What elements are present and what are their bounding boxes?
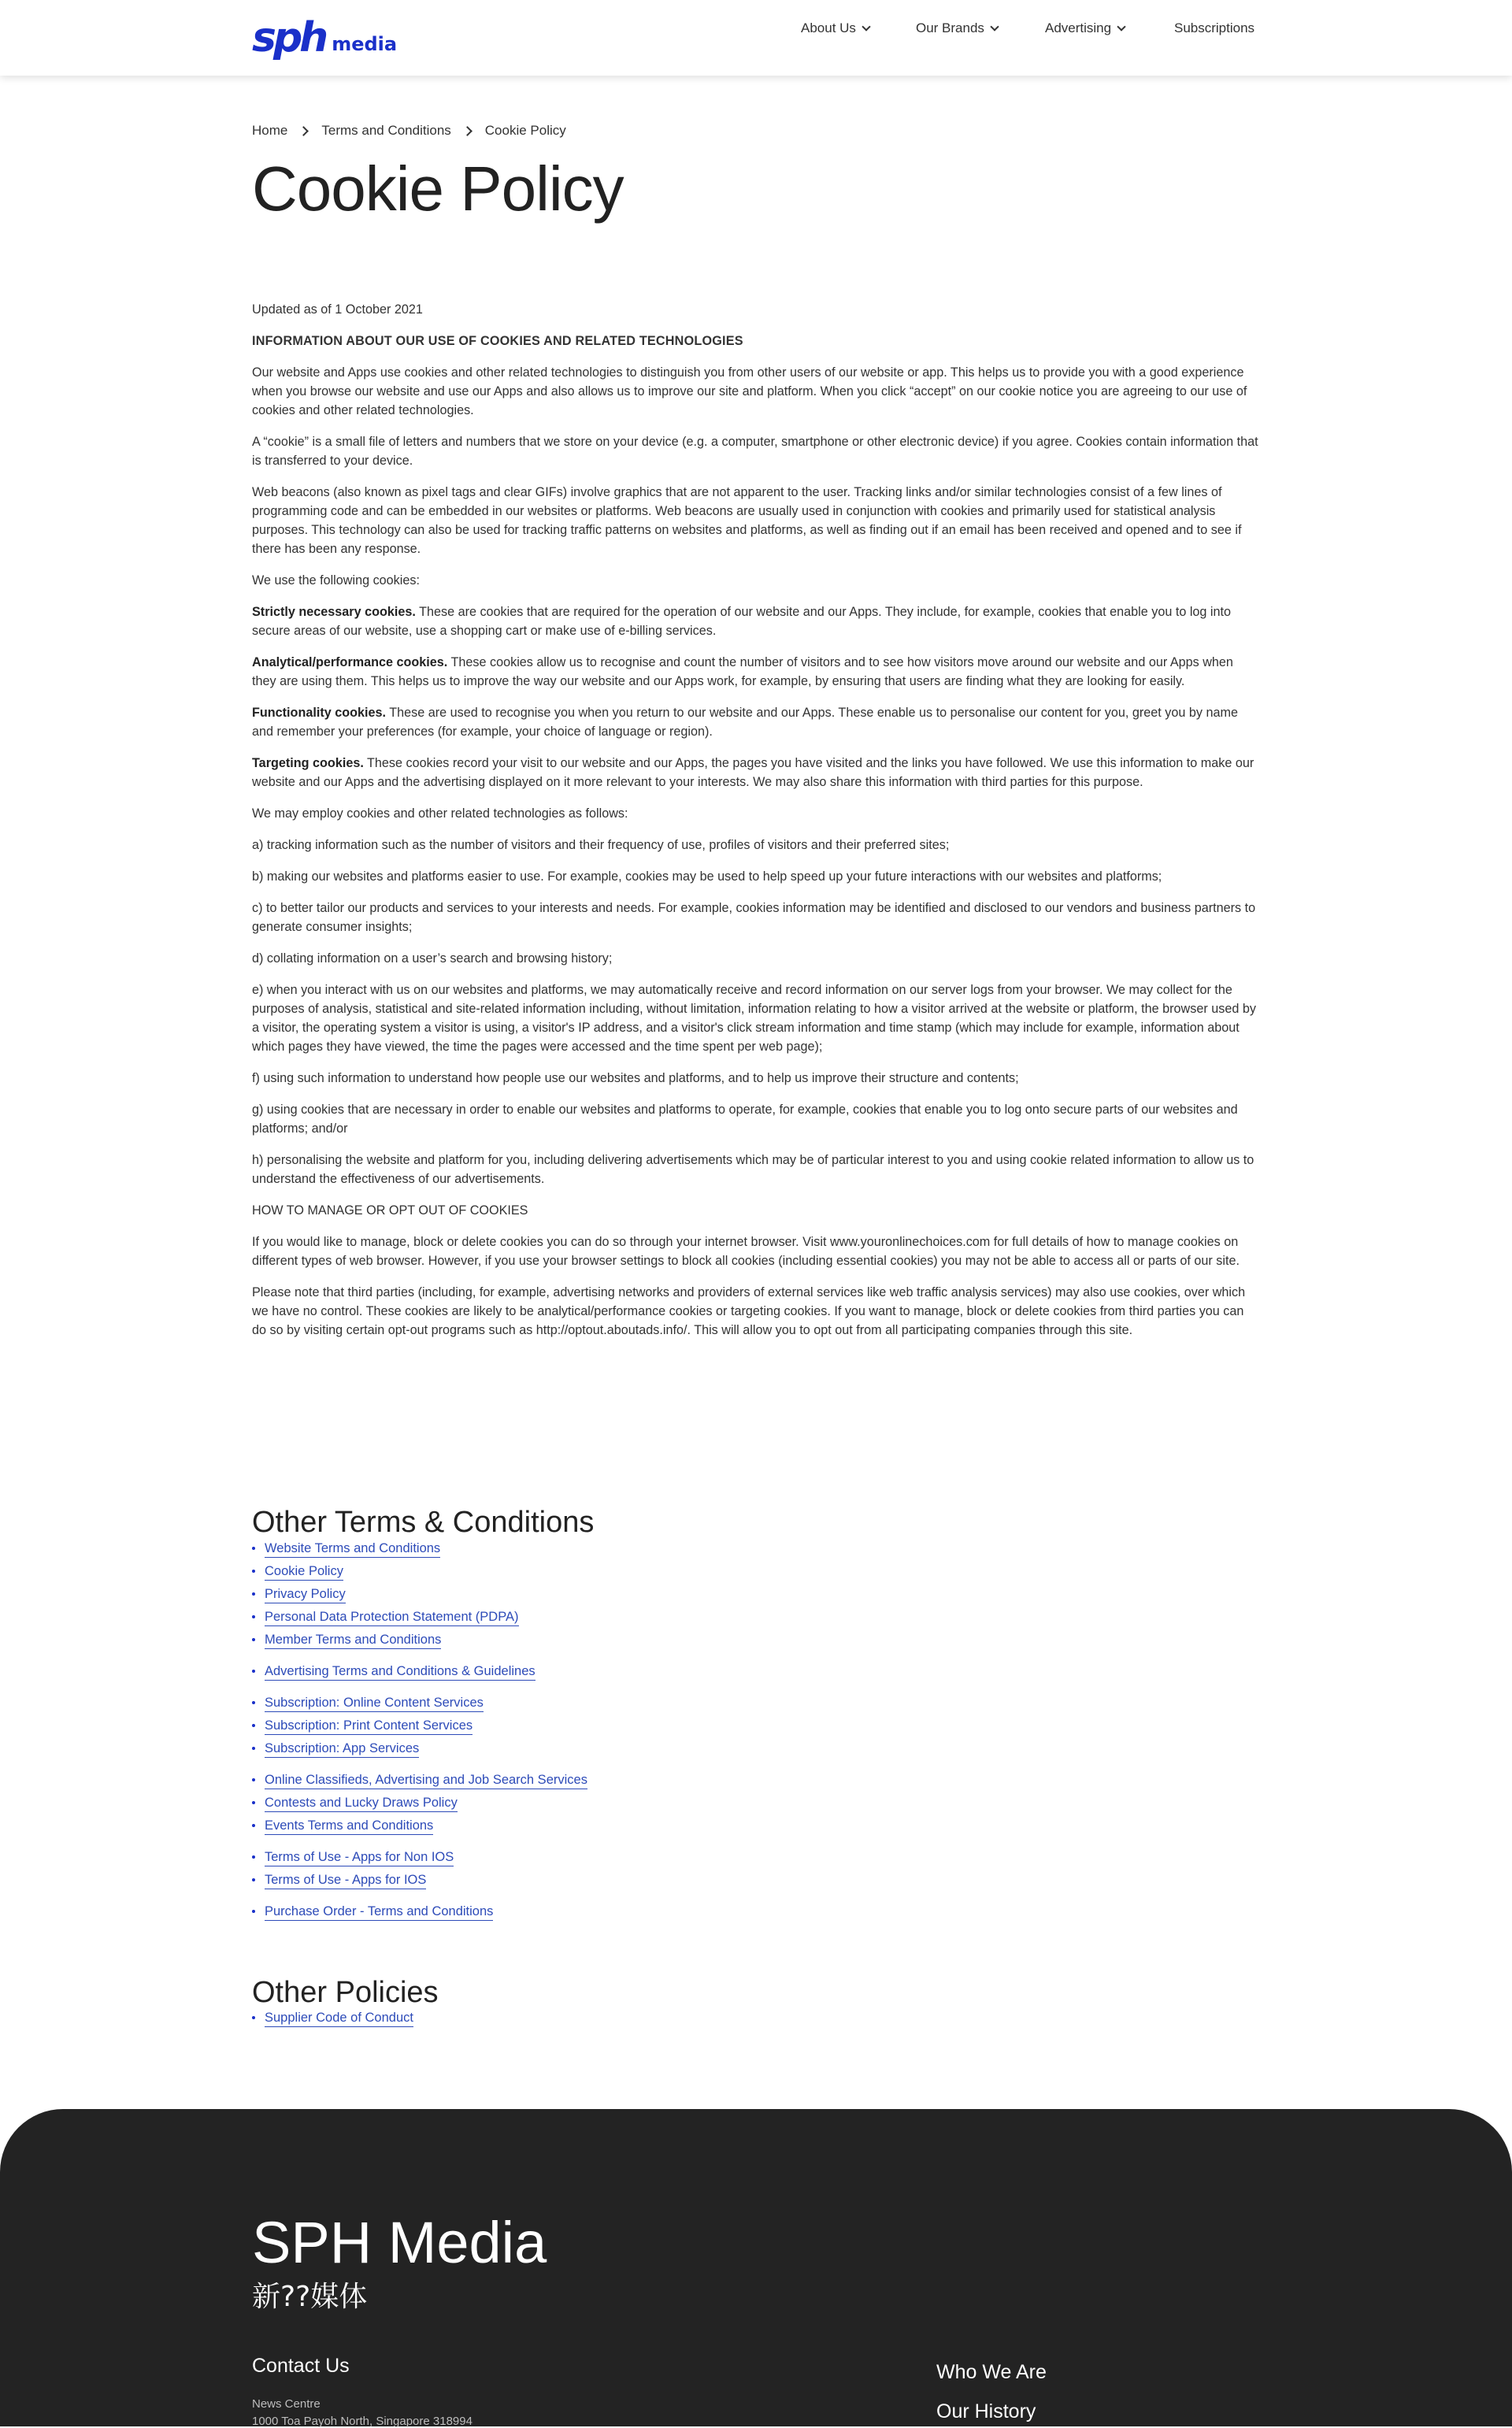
cookie-type-name: Targeting cookies. <box>252 756 364 770</box>
section-heading: INFORMATION ABOUT OUR USE OF COOKIES AND RELATED TECHNOLOGIES <box>252 334 743 348</box>
nav-item-about-us[interactable] <box>801 20 869 36</box>
list-item <box>252 1716 1260 1739</box>
usage-item-g: g) using cookies that are necessary in order to enable our websites and platforms to operate, for example, cookies that enable you to log onto secure parts of our websites and platforms; and/or <box>252 1103 1238 1136</box>
cookie-type-name: Strictly necessary cookies. <box>252 605 416 619</box>
footer-address-line: News Centre <box>252 2397 321 2411</box>
paragraph: We use the following cookies: <box>252 573 420 588</box>
cookie-type-functionality <box>252 703 1260 741</box>
paragraph: Web beacons (also known as pixel tags and clear GIFs) involve graphics that are not apparent to the user. Tracking links and/or similar technologies consist of a few lines of programming code and can be embedded in our websites or platforms. Web beacons are usually used in conjunction with cookies and primarily used for statistical analysis purposes. This technology can also be used for tracking traffic patterns on websites and platforms, as well as finding out if an email has been received and opened and to see if there has been any response. <box>252 485 1242 556</box>
chevron-down-icon <box>1117 22 1125 31</box>
paragraph: If you would like to manage, block or delete cookies you can do so through your internet browser. Visit www.youronlinechoices.com for full details of how to manage cookies on different types of web browser. However, if you use your browser settings to block all cookies (including essential cookies) you may not be able to access all or parts of our site. <box>252 1235 1240 1268</box>
paragraph: Our website and Apps use cookies and other related technologies to distinguish you from other users of our website or app. This helps us to provide you with a good experience when you browse our website and use our Apps and also allows us to improve our site and platform. When you click “accept” on our cookie notice you are agreeing to our use of cookies and other related technologies. <box>252 365 1247 417</box>
other-terms-title: Other Terms & Conditions <box>252 1506 595 1539</box>
usage-item-h: h) personalising the website and platform for you, including delivering advertisements which may be of particular interest to you and using cookie related information to allow us to understand the effectiveness of our advertisements. <box>252 1153 1254 1186</box>
terms-link[interactable]: Purchase Order - Terms and Conditions <box>265 1904 493 1921</box>
footer-link-who-we-are[interactable]: Who We Are <box>936 2361 1047 2383</box>
policy-link[interactable]: Supplier Code of Conduct <box>265 2011 413 2027</box>
nav-label: About Us <box>801 20 856 35</box>
cookie-type-analytical <box>252 653 1260 691</box>
list-item <box>252 1902 1260 1925</box>
terms-link[interactable]: Subscription: Print Content Services <box>265 1718 472 1735</box>
sph-media-logo[interactable] <box>252 16 397 60</box>
manage-cookies-heading: HOW TO MANAGE OR OPT OUT OF COOKIES <box>252 1203 528 1218</box>
breadcrumb-home[interactable]: Home <box>252 123 288 138</box>
list-item <box>252 1848 1260 1870</box>
chevron-down-icon <box>862 22 870 31</box>
other-policies-list <box>252 2008 1260 2031</box>
list-item <box>252 2008 1260 2031</box>
terms-link[interactable]: Advertising Terms and Conditions & Guidelines <box>265 1664 536 1681</box>
terms-link[interactable]: Subscription: Online Content Services <box>265 1696 484 1712</box>
list-item <box>252 1770 1260 1793</box>
site-footer <box>0 2109 1512 2426</box>
terms-link[interactable]: Contests and Lucky Draws Policy <box>265 1796 458 1812</box>
list-item <box>252 1739 1260 1762</box>
footer-link-our-history[interactable]: Our History <box>936 2400 1036 2422</box>
footer-address-line: 1000 Toa Payoh North, Singapore 318994 <box>252 2415 472 2428</box>
nav-item-our-brands[interactable] <box>916 20 998 36</box>
list-item <box>252 1693 1260 1716</box>
list-item <box>252 1870 1260 1893</box>
terms-link[interactable]: Cookie Policy <box>265 1564 343 1581</box>
cookie-type-text: These cookies allow us to recognise and count the number of visitors and to see how visitors move around our website and our Apps when they are using them. This helps us to improve the way our website and our Apps work, for example, by ensuring that users are finding what they are looking for easily. <box>252 655 1233 688</box>
nav-label: Subscriptions <box>1174 20 1255 35</box>
other-terms-list <box>252 1539 1260 1925</box>
other-policies-section <box>252 1975 1260 2031</box>
other-policies-title: Other Policies <box>252 1976 439 2009</box>
chevron-down-icon <box>990 22 999 31</box>
list-item <box>252 1630 1260 1653</box>
nav-label: Advertising <box>1045 20 1112 35</box>
terms-link[interactable]: Privacy Policy <box>265 1587 346 1603</box>
logo-wordmark: media <box>332 33 398 55</box>
list-item <box>252 1662 1260 1685</box>
other-terms-section <box>252 1505 1260 1925</box>
list-item <box>252 1539 1260 1562</box>
cookie-type-text: These are cookies that are required for the operation of our website and our Apps. They include, for example, cookies that enable you to log into secure areas of our website, use a shopping cart or make use of e-billing services. <box>252 605 1232 638</box>
cookie-type-text: These cookies record your visit to our website and our Apps, the pages you have visited and the links you have followed. We use this information to make our website and our Apps and the advertising displayed on it more relevant to your interests. We may also share this information with third parties for this purpose. <box>252 756 1254 789</box>
chevron-right-icon <box>462 126 472 136</box>
usage-item-d: d) collating information on a user’s search and browsing history; <box>252 951 613 966</box>
terms-link[interactable]: Subscription: App Services <box>265 1741 419 1758</box>
terms-link[interactable]: Website Terms and Conditions <box>265 1541 440 1558</box>
paragraph: A “cookie” is a small file of letters and numbers that we store on your device (e.g. a computer, smartphone or other electronic device) if you agree. Cookies contain information that is transferred to your device. <box>252 435 1258 468</box>
nav-label: Our Brands <box>916 20 984 35</box>
terms-link[interactable]: Terms of Use - Apps for Non IOS <box>265 1850 454 1866</box>
list-item <box>252 1816 1260 1839</box>
nav-item-advertising[interactable] <box>1045 20 1125 36</box>
cookie-type-text: These are used to recognise you when you return to our website and our Apps. These enable us to personalise our content for you, greet you by name and remember your preferences (for example, your choice of language or region). <box>252 706 1238 739</box>
list-item <box>252 1585 1260 1607</box>
usage-item-a: a) tracking information such as the number of visitors and their frequency of use, profiles of visitors and their preferred sites; <box>252 838 950 852</box>
breadcrumb <box>252 123 1260 139</box>
terms-link[interactable]: Member Terms and Conditions <box>265 1633 441 1649</box>
cookie-type-strictly-necessary <box>252 602 1260 640</box>
logo-mark: sph <box>252 14 326 61</box>
list-item <box>252 1562 1260 1585</box>
cookie-type-name: Analytical/performance cookies. <box>252 655 448 669</box>
terms-link[interactable]: Terms of Use - Apps for IOS <box>265 1873 426 1889</box>
usage-item-f: f) using such information to understand how people use our websites and platforms, and to help us improve their structure and contents; <box>252 1071 1019 1085</box>
page-title: Cookie Policy <box>252 154 624 224</box>
footer-brand-chinese: 新??媒体 <box>252 2281 368 2313</box>
updated-date: Updated as of 1 October 2021 <box>252 302 423 317</box>
cookie-type-name: Functionality cookies. <box>252 706 387 720</box>
terms-link[interactable]: Events Terms and Conditions <box>265 1818 433 1835</box>
cookie-type-targeting <box>252 754 1260 791</box>
list-item <box>252 1607 1260 1630</box>
paragraph: We may employ cookies and other related technologies as follows: <box>252 806 628 821</box>
footer-brand: SPH Media <box>252 2210 547 2275</box>
policy-body <box>252 300 1260 1352</box>
breadcrumb-current: Cookie Policy <box>484 123 566 138</box>
terms-link[interactable]: Personal Data Protection Statement (PDPA) <box>265 1610 519 1626</box>
usage-item-e: e) when you interact with us on our websites and platforms, we may automatically receive and record information on our server logs from your browser. We may collect for the purposes of analysis, statistical and site-related information including, without limitation, information relating to how a visitor arrived at the website or platform, the browser used by a visitor, the operating system a visitor is using, a visitor's IP address, and a visitor's click stream information and time stamp (which may include for example, information about which pages they have viewed, the time the pages were accessed and the time spent per web page); <box>252 983 1256 1054</box>
site-header <box>0 0 1512 76</box>
usage-item-c: c) to better tailor our products and services to your interests and needs. For example, cookies information may be identified and disclosed to our vendors and business partners to generate consumer insights; <box>252 901 1256 934</box>
nav-item-subscriptions[interactable] <box>1174 20 1254 36</box>
paragraph: Please note that third parties (including, for example, advertising networks and providers of external services like web traffic analysis services) may also use cookies, over which we have no control. These cookies are likely to be analytical/performance cookies or targeting cookies. If you want to manage, block or delete cookies from third parties you can do so by visiting certain opt-out programs such as http://optout.aboutads.info/. This will allow you to opt out from all participating companies through this site. <box>252 1285 1246 1337</box>
breadcrumb-terms[interactable]: Terms and Conditions <box>321 123 451 138</box>
list-item <box>252 1793 1260 1816</box>
footer-contact-title: Contact Us <box>252 2355 350 2377</box>
chevron-right-icon <box>298 126 309 136</box>
terms-link[interactable]: Online Classifieds, Advertising and Job Search Services <box>265 1773 587 1789</box>
usage-item-b: b) making our websites and platforms easier to use. For example, cookies may be used to help speed up your future interactions with our websites and platforms; <box>252 869 1162 884</box>
